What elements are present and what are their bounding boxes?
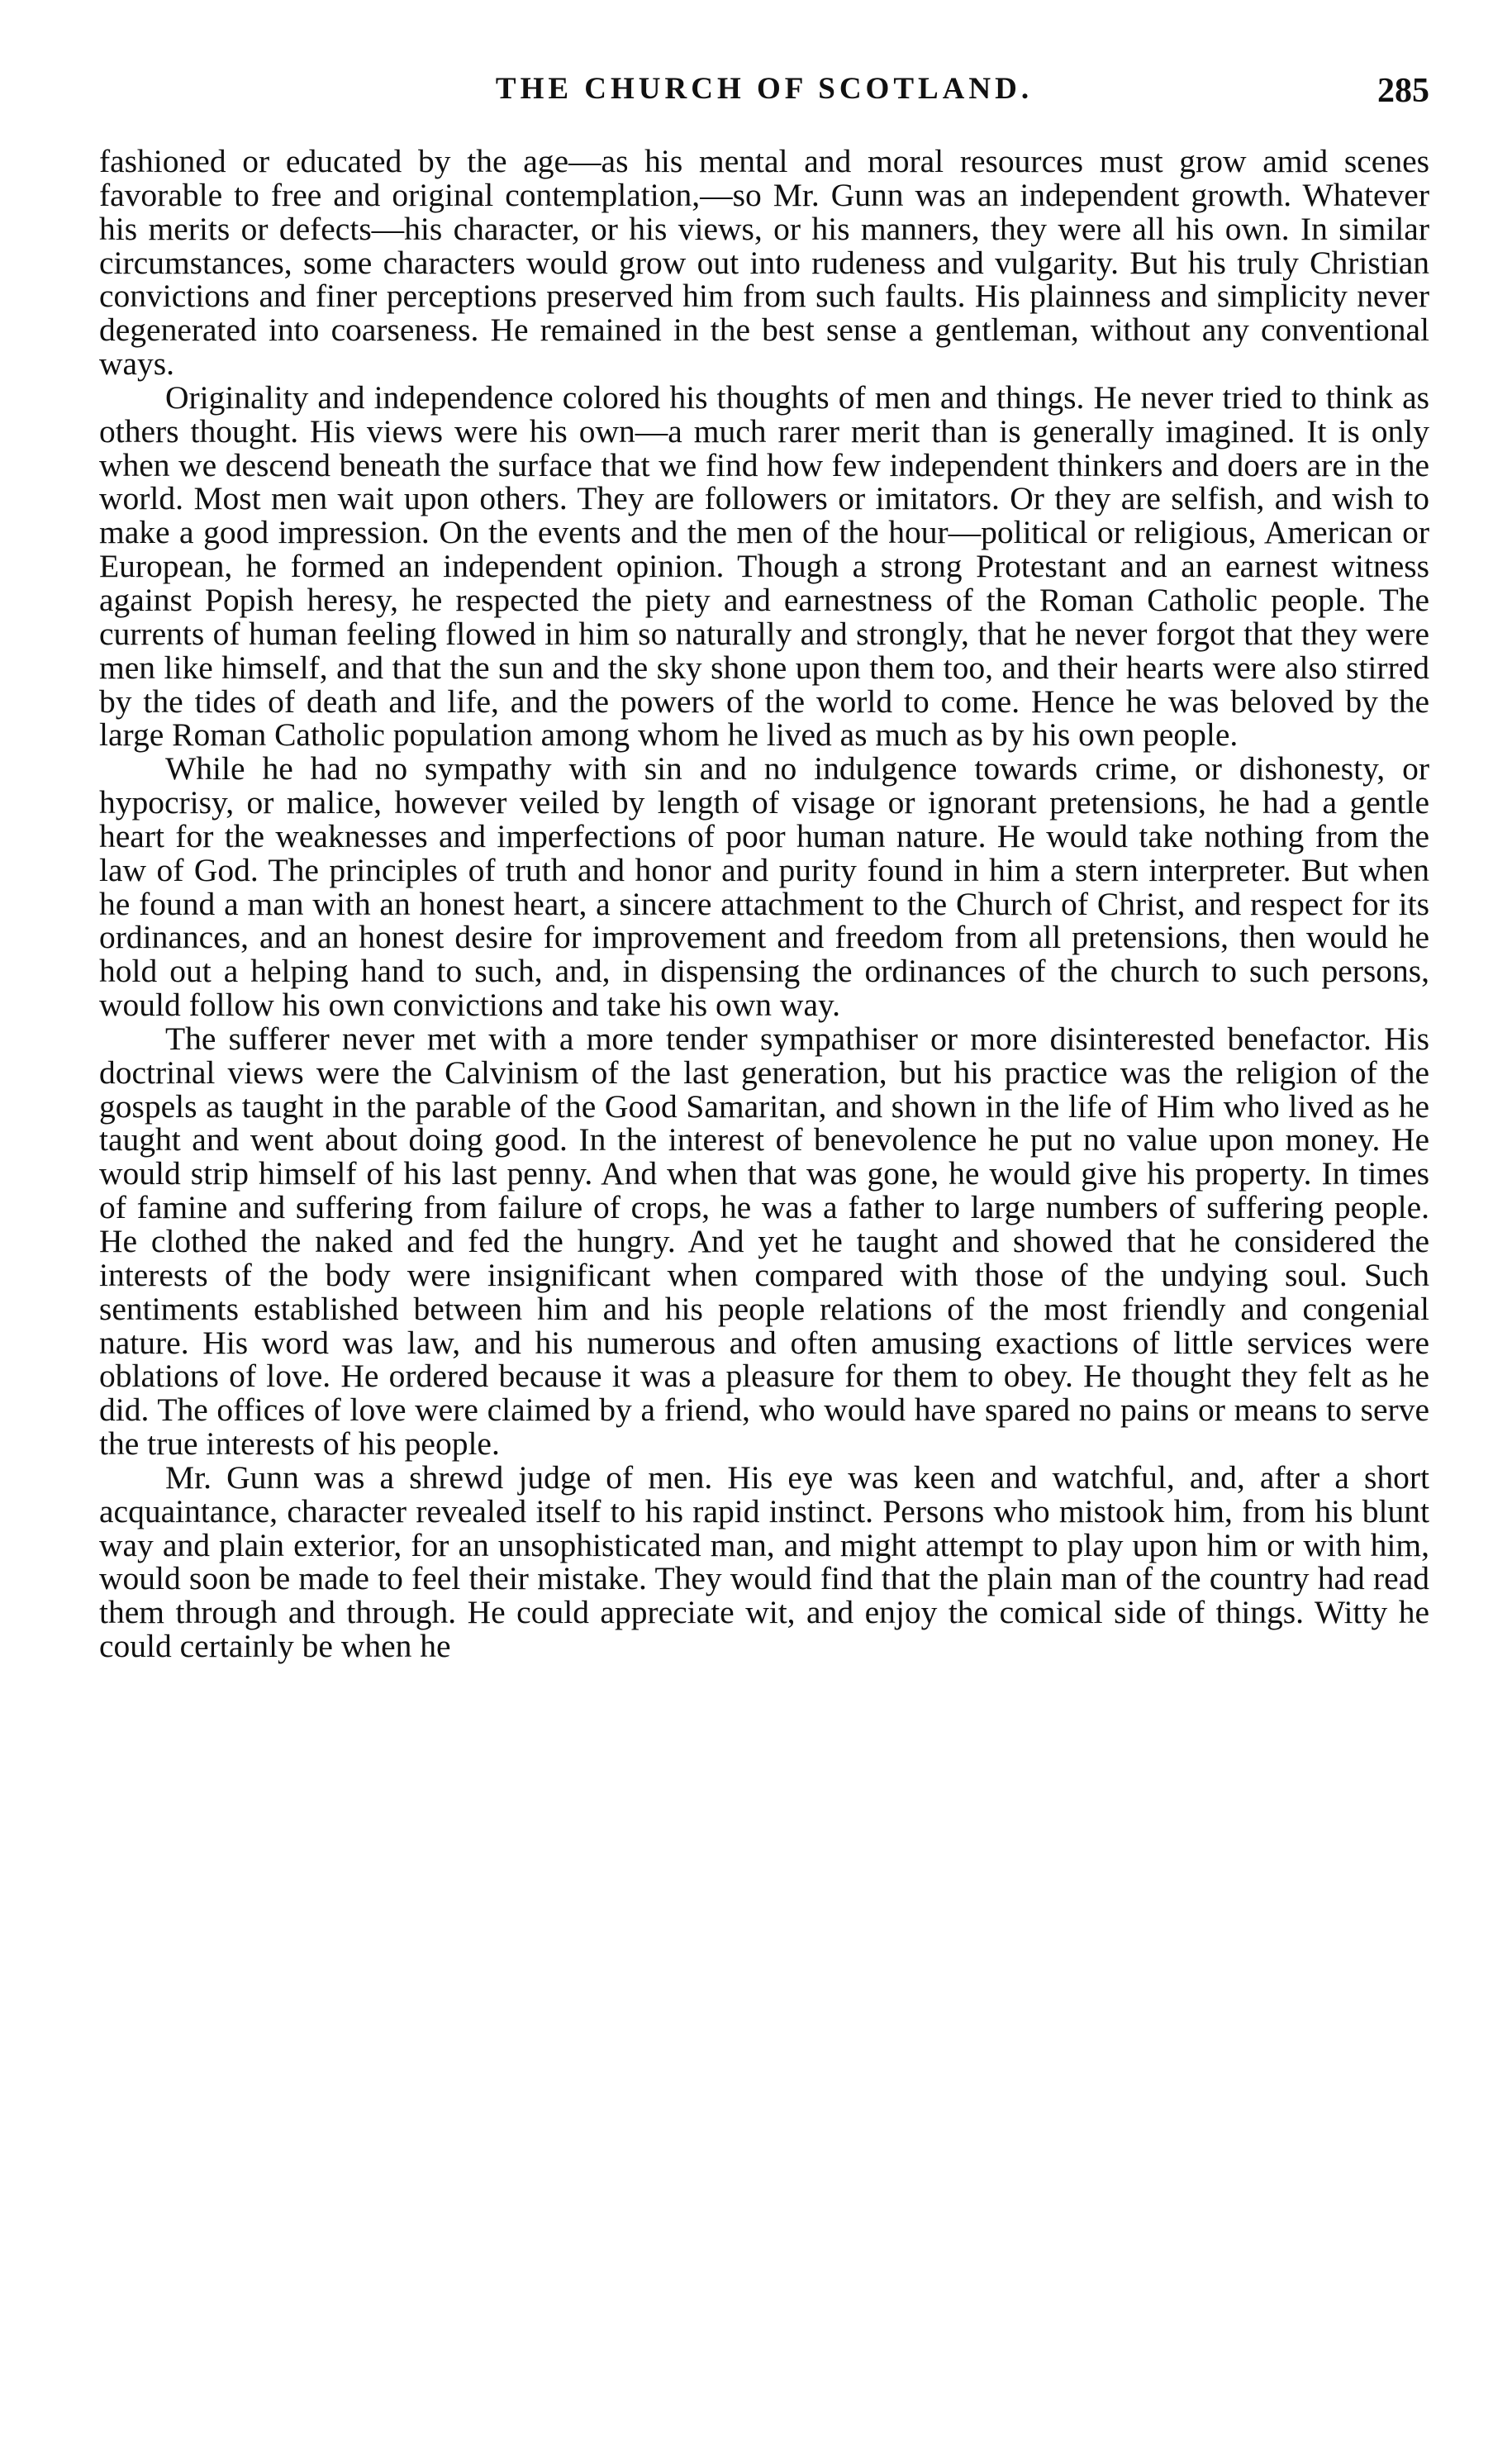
body-text	[99, 145, 1429, 1663]
paragraph-4: The sufferer never met with a more tender sympathiser or more disinterested benefactor. His doctrinal views were the Calvinism of the last generation, but his practice was the religion of the gospels as taught in the parable of the Good Samaritan, and shown in the life of Him who lived as he taught and went about doing good. In the interest of benevolence he put no value upon money. He would strip himself of his last penny. And when that was gone, he would give his property. In times of famine and suffering from failure of crops, he was a father to large numbers of suffering people. He clothed the naked and fed the hungry. And yet he taught and showed that he considered the interests of the body were insignificant when compared with those of the undying soul. Such sentiments established between him and his people relations of the most friendly and congenial nature. His word was law, and his numerous and often amusing exactions of little services were oblations of love. He ordered because it was a pleasure for them to obey. He thought they felt as he did. The offices of love were claimed by a friend, who would have spared no pains or means to serve the true interests of his people.	[99, 1020, 1429, 1463]
paragraph-5: Mr. Gunn was a shrewd judge of men. His eye was keen and watchful, and, after a short acquaintance, character revealed itself to his rapid instinct. Persons who mistook him, from his blunt way and plain exterior, for an unsophisticated man, and might attempt to play upon him or with him, would soon be made to feel their mistake. They would find that the plain man of the country had read them through and through. He could appreciate wit, and enjoy the comical side of things. Witty he could certainly be when he	[99, 1458, 1429, 1665]
page-number: 285	[1377, 72, 1429, 110]
paragraph-3: While he had no sympathy with sin and no indulgence towards crime, or dishonesty, or hypocrisy, or malice, however veiled by length of visage or ignorant pretensions, he had a gentle heart for the weaknesses and imperfections of poor human nature. He would take nothing from the law of God. The principles of truth and honor and purity found in him a stern interpreter. But when he found a man with an honest heart, a sincere attachment to the Church of Christ, and respect for its ordinances, and an honest desire for improvement and freedom from all pretensions, then would he hold out a helping hand to such, and, in dispensing the ordinances of the church to such persons, would follow his own convictions and take his own way.	[99, 750, 1429, 1024]
running-title: THE CHURCH OF SCOTLAND.	[495, 72, 1034, 106]
paragraph-1: fashioned or educated by the age—as his mental and moral resources must grow amid scenes favorable to free and original contemplation,—so Mr. Gunn was an independent growth. Whatever his merits or defects—his character, or his views, or his manners, they were all his own. In similar circumstances, some characters would grow out into rudeness and vulgarity. But his truly Christian convictions and finer perceptions preserved him from such faults. His plainness and simplicity never degenerated into coarseness. He remained in the best sense a gentleman, without any conventional ways.	[99, 143, 1429, 383]
paragraph-2: Originality and independence colored his thoughts of men and things. He never tried to think as others thought. His views were his own—a much rarer merit than is generally imagined. It is only when we descend beneath the surface that we find how few independent thinkers and doers are in the world. Most men wait upon others. They are followers or imitators. Or they are selfish, and wish to make a good impression. On the events and the men of the hour—political or religious, American or European, he formed an independent opinion. Though a strong Protestant and an earnest witness against Popish heresy, he respected the piety and earnestness of the Roman Catholic people. The currents of human feeling flowed in him so naturally and strongly, that he never forgot that they were men like himself, and that the sun and the sky shone upon them too, and their hearts were also stirred by the tides of death and life, and the powers of the world to come. Hence he was beloved by the large Roman Catholic population among whom he lived as much as by his own people.	[99, 378, 1429, 754]
running-head	[99, 71, 1429, 121]
